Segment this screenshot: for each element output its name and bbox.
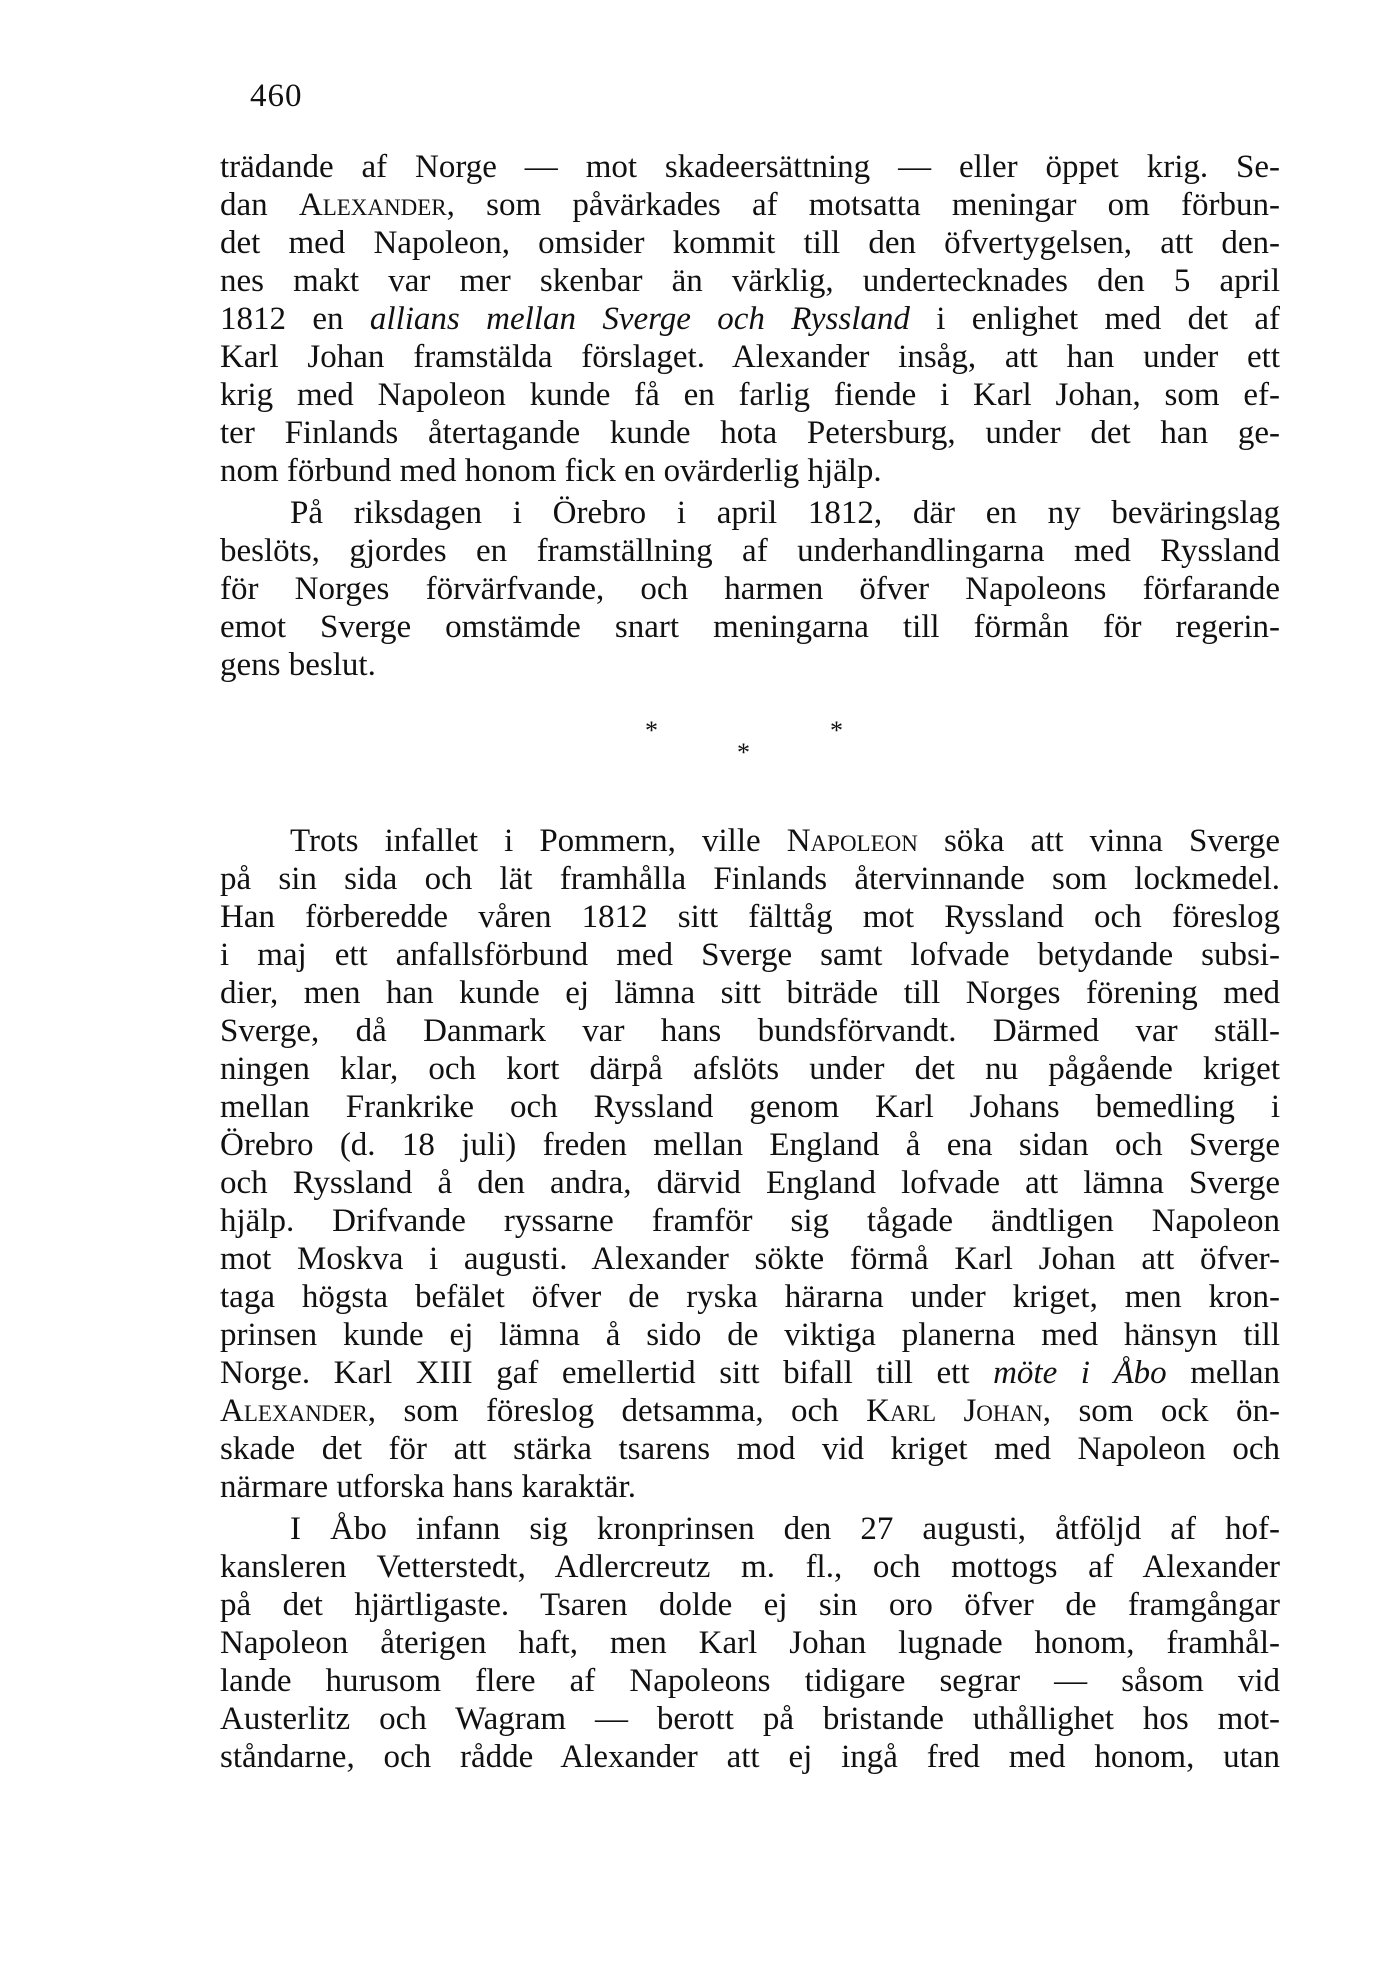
text-line: lande hurusom flere af Napoleons tidigare segrar — såsom vid <box>220 1663 1280 1699</box>
emphasis-mote-i-abo: möte i Åbo <box>993 1355 1167 1391</box>
text-line: och Ryssland å den andra, därvid England lofvade att lämna Sverge <box>220 1165 1280 1201</box>
text-line: Napoleon återigen haft, men Karl Johan lugnade honom, framhål- <box>220 1625 1280 1661</box>
text-span: Norge. Karl XIII gaf emellertid sitt bifall till ett <box>220 1355 970 1391</box>
name-alexander: Alexander <box>298 187 447 223</box>
text-line: närmare utforska hans karaktär. <box>220 1469 636 1505</box>
text-line: nes makt var mer skenbar än värklig, undertecknades den 5 april <box>220 263 1280 299</box>
text-line: ningen klar, och kort därpå afslöts under det nu pågående kriget <box>220 1051 1280 1087</box>
text-line: på sin sida och lät framhålla Finlands återvinnande som lockmedel. <box>220 861 1280 897</box>
text-span: söka att vinna Sverge <box>943 823 1281 859</box>
text-line: ter Finlands återtagande kunde hota Petersburg, under det han ge- <box>220 415 1280 451</box>
text-line: i maj ett anfallsförbund med Sverge samt lofvade betydande subsi- <box>220 937 1280 973</box>
text-line: krig med Napoleon kunde få en farlig fiende i Karl Johan, som ef- <box>220 377 1280 413</box>
text-line: trädande af Norge — mot skadeersättning — eller öppet krig. Se- <box>220 149 1280 185</box>
text-line <box>290 822 1280 860</box>
text-line: gens beslut. <box>220 647 376 683</box>
text-line: nom förbund med honom fick en ovärderlig hjälp. <box>220 453 882 489</box>
text-line: hjälp. Drifvande ryssarne framför sig tågade ändtligen Napoleon <box>220 1203 1280 1239</box>
emphasis-allians: allians mellan Sverge och Ryssland <box>369 301 910 337</box>
asterisk: * <box>830 716 843 745</box>
text-line: Örebro (d. 18 juli) freden mellan England å ena sidan och Sverge <box>220 1127 1280 1163</box>
text-span: Trots infallet i Pommern, ville <box>290 823 761 859</box>
text-span: , som ock ön- <box>1042 1393 1281 1429</box>
text-line: emot Sverge omstämde snart meningarna till förmån för regerin- <box>220 609 1280 645</box>
text-line <box>220 1354 1280 1392</box>
text-span: i enlighet med det af <box>936 301 1281 337</box>
text-span: , som föreslog detsamma, och <box>367 1393 839 1429</box>
name-napoleon: Napoleon <box>786 823 918 859</box>
text-line: kansleren Vetterstedt, Adlercreutz m. fl., och mottogs af Alexander <box>220 1549 1280 1585</box>
text-line: Han förberedde våren 1812 sitt fälttåg mot Ryssland och föreslog <box>220 899 1280 935</box>
text-line: mot Moskva i augusti. Alexander sökte förmå Karl Johan att öfver- <box>220 1241 1280 1277</box>
name-alexander: Alexander <box>220 1393 368 1429</box>
text-line: för Norges förvärfvande, och harmen öfver Napoleons förfarande <box>220 571 1280 607</box>
asterisk: * <box>737 738 750 767</box>
text-line <box>220 186 1280 224</box>
asterisk: * <box>645 716 658 745</box>
name-karl-johan: Karl Johan <box>866 1393 1043 1429</box>
text-span: mellan <box>1190 1355 1281 1391</box>
text-line: Karl Johan framstälda förslaget. Alexander insåg, att han under ett <box>220 339 1280 375</box>
text-line: ståndarne, och rådde Alexander att ej ingå fred med honom, utan <box>220 1739 1280 1775</box>
text-line: mellan Frankrike och Ryssland genom Karl Johans bemedling i <box>220 1089 1280 1125</box>
text-line: I Åbo infann sig kronprinsen den 27 augusti, åtföljd af hof- <box>290 1511 1280 1547</box>
text-line: Austerlitz och Wagram — berott på bristande uthållighet hos mot- <box>220 1701 1280 1737</box>
text-line: skade det för att stärka tsarens mod vid kriget med Napoleon och <box>220 1431 1280 1467</box>
text-span: , som påvärkades af motsatta meningar om förbun- <box>446 187 1280 223</box>
text-span: dan <box>220 187 268 223</box>
text-line: prinsen kunde ej lämna å sido de viktiga planerna med hänsyn till <box>220 1317 1280 1353</box>
text-line: på det hjärtligaste. Tsaren dolde ej sin oro öfver de framgångar <box>220 1587 1280 1623</box>
text-line: taga högsta befälet öfver de ryska härarna under kriget, men kron- <box>220 1279 1280 1315</box>
text-line: dier, men han kunde ej lämna sitt biträde till Norges förening med <box>220 975 1280 1011</box>
text-line: På riksdagen i Örebro i april 1812, där en ny beväringslag <box>290 495 1280 531</box>
page-number: 460 <box>250 78 303 114</box>
text-line <box>220 300 1280 338</box>
text-line: det med Napoleon, omsider kommit till den öfvertygelsen, att den- <box>220 225 1280 261</box>
text-span: 1812 en <box>220 301 344 337</box>
text-line: Sverge, då Danmark var hans bundsförvandt. Därmed var ställ- <box>220 1013 1280 1049</box>
text-line <box>220 1392 1280 1430</box>
text-line: beslöts, gjordes en framställning af underhandlingarna med Ryssland <box>220 533 1280 569</box>
